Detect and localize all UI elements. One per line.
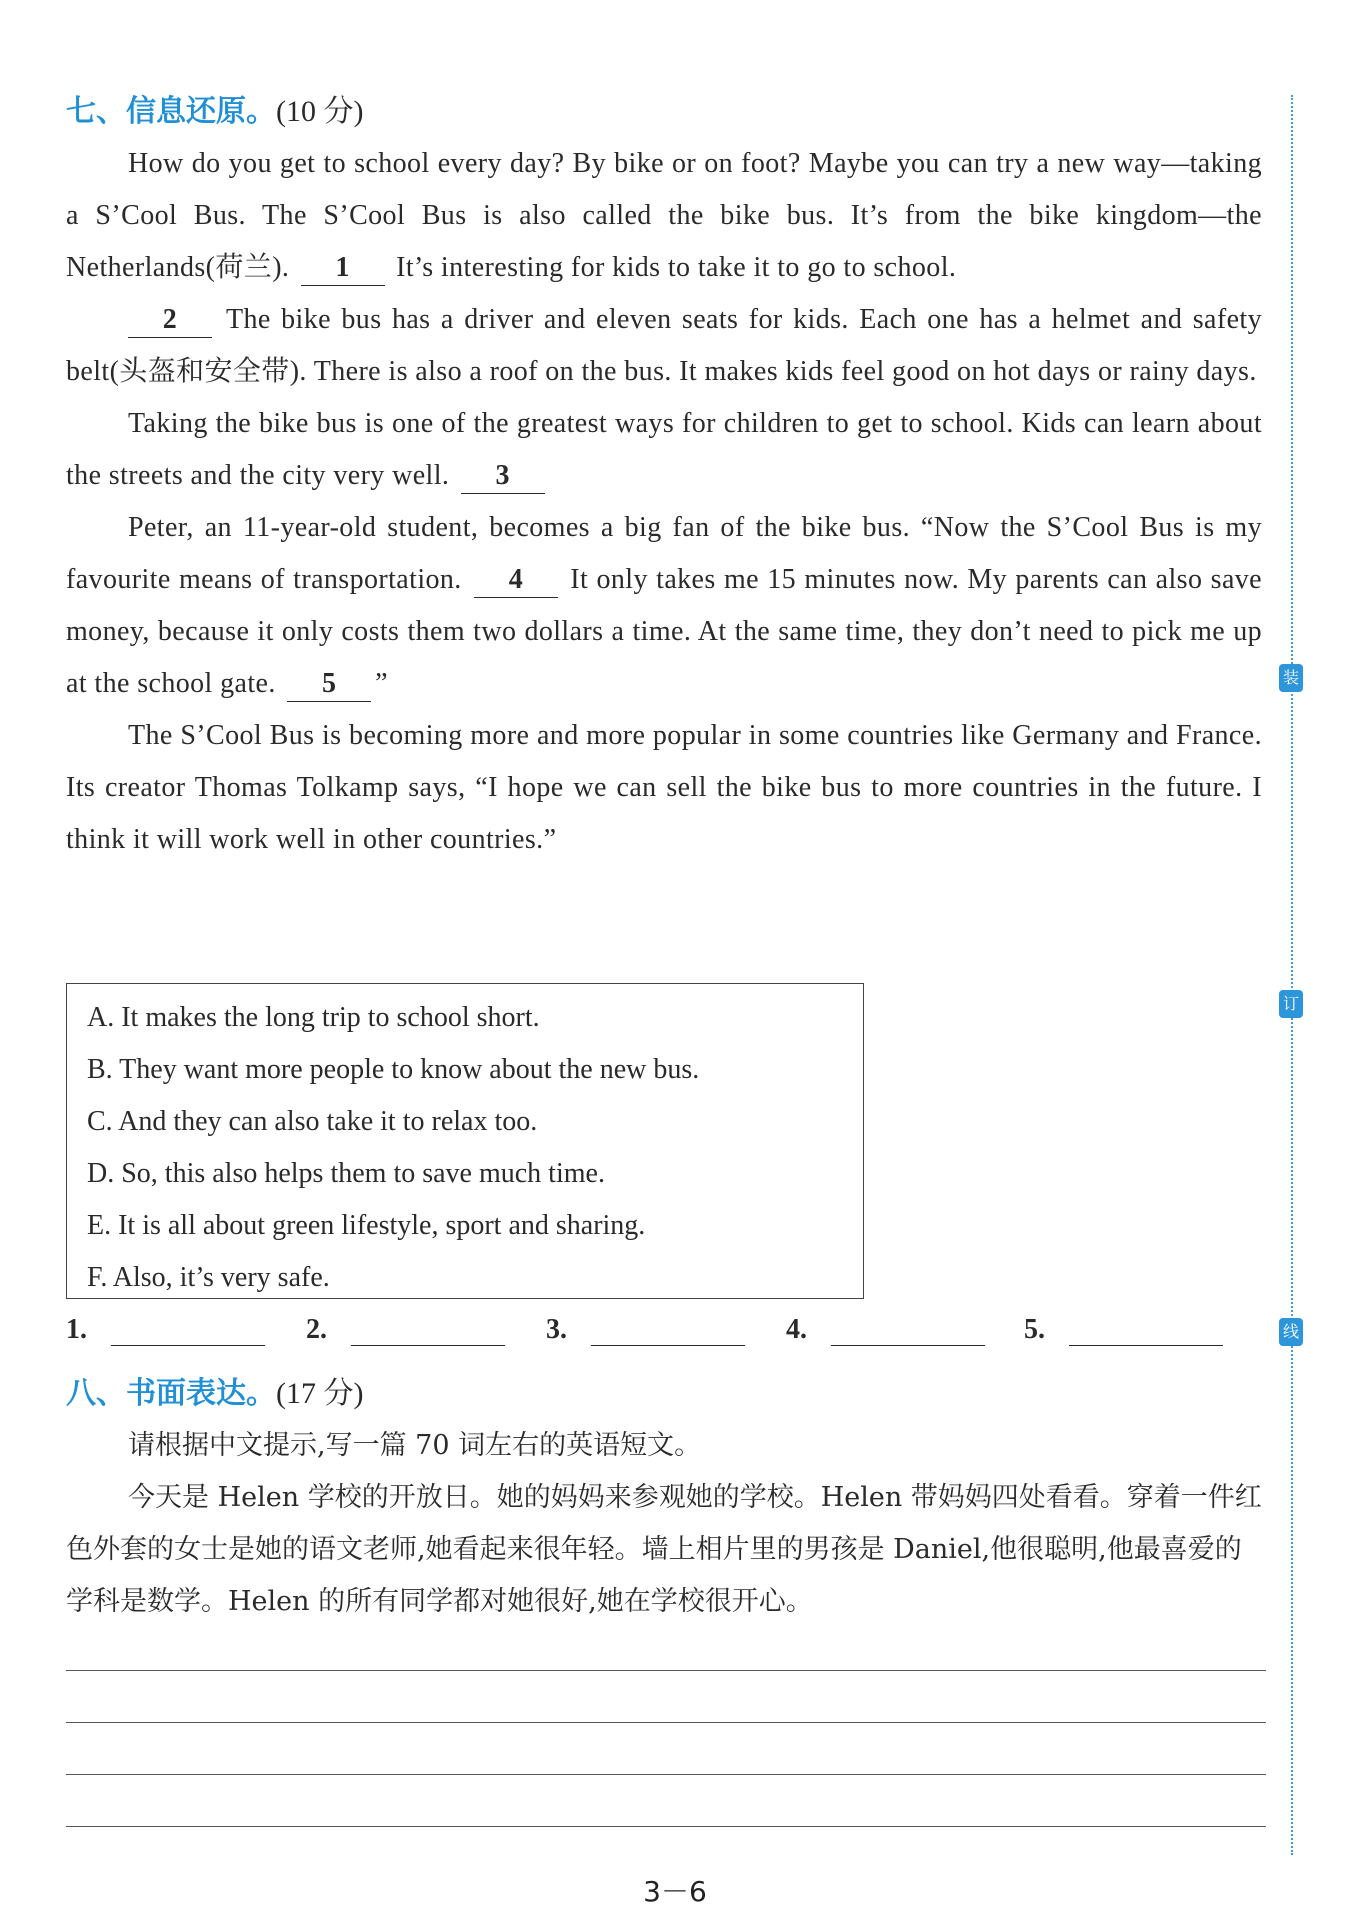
passage-paragraph-3 [66, 398, 1262, 502]
reading-passage [66, 138, 1262, 866]
answer-4-label: 4. [786, 1314, 807, 1345]
section-8-title [66, 1374, 363, 1414]
passage-paragraph-2 [66, 294, 1262, 398]
binding-tag-ding: 订 [1279, 990, 1303, 1018]
answer-4[interactable] [786, 1314, 985, 1346]
blank-5[interactable]: 5 [287, 667, 371, 702]
passage-paragraph-4 [66, 502, 1262, 710]
answer-2-line[interactable] [351, 1315, 505, 1346]
writing-instruction: 请根据中文提示,写一篇 70 词左右的英语短文。 [128, 1430, 702, 1461]
p4-text-b: It only takes me 15 minutes now. My parents can also save money, because it only costs them two dollars a time. At the same time, they don’t need to pick me up at the school gate. [66, 564, 1262, 699]
answer-3-line[interactable] [591, 1315, 745, 1346]
section-8-label: 八、书面表达。 [66, 1376, 276, 1411]
answer-1[interactable] [66, 1314, 265, 1346]
section-7-title [66, 92, 363, 132]
p3-text: Taking the bike bus is one of the greatest ways for children to get to school. Kids can learn about the streets and the city very well. [66, 408, 1262, 491]
passage-paragraph-5 [66, 710, 1262, 866]
section-7-score: (10 分) [276, 95, 364, 128]
answer-2-label: 2. [306, 1314, 327, 1345]
writing-line-3[interactable] [66, 1774, 1266, 1775]
answer-row [66, 1314, 1266, 1360]
answer-5-line[interactable] [1069, 1315, 1223, 1346]
answer-4-line[interactable] [831, 1315, 985, 1346]
answer-3-label: 3. [546, 1314, 567, 1345]
option-b: B. They want more people to know about the new bus. [87, 1054, 700, 1085]
answer-5-label: 5. [1024, 1314, 1045, 1345]
page-number: 3－6 [643, 1875, 707, 1908]
options-box [66, 983, 864, 1299]
blank-4[interactable]: 4 [474, 563, 558, 598]
answer-3[interactable] [546, 1314, 745, 1346]
blank-2[interactable]: 2 [128, 303, 212, 338]
p2-text: The bike bus has a driver and eleven seats for kids. Each one has a helmet and safety belt(头盔和安全带). There is also a roof on the bus. It makes kids feel good on hot days or rainy days. [66, 304, 1262, 387]
p5-text: The S’Cool Bus is becoming more and more popular in some countries like Germany and France. Its creator Thomas Tolkamp says, “I hope we can sell the bike bus to more countries in the future. I think it will work well in other countries.” [66, 720, 1262, 855]
p1-text-a: How do you get to school every day? By bike or on foot? Maybe you can try a new way—taking a S’Cool Bus. The S’Cool Bus is also called the bike bus. It’s from the bike kingdom—the Netherlands(荷兰). [66, 148, 1262, 283]
blank-1[interactable]: 1 [301, 251, 385, 286]
writing-line-1[interactable] [66, 1670, 1266, 1671]
p4-close-quote: ” [375, 668, 388, 699]
section-7-label: 七、信息还原。 [66, 94, 276, 129]
answer-5[interactable] [1024, 1314, 1223, 1346]
option-a: A. It makes the long trip to school short. [87, 1002, 540, 1033]
option-f: F. Also, it’s very safe. [87, 1262, 330, 1293]
section-8-score: (17 分) [276, 1377, 364, 1410]
blank-3[interactable]: 3 [461, 459, 545, 494]
binding-dotted-line [1291, 95, 1293, 1855]
p4-text-a: Peter, an 11-year-old student, becomes a big fan of the bike bus. “Now the S’Cool Bus is my favourite means of transportation. [66, 512, 1262, 595]
answer-1-label: 1. [66, 1314, 87, 1345]
option-d: D. So, this also helps them to save much time. [87, 1158, 605, 1189]
writing-line-2[interactable] [66, 1722, 1266, 1723]
binding-tag-xian: 线 [1279, 1318, 1303, 1346]
writing-line-4[interactable] [66, 1826, 1266, 1827]
option-c: C. And they can also take it to relax too. [87, 1106, 538, 1137]
answer-1-line[interactable] [111, 1315, 265, 1346]
p1-text-b: It’s interesting for kids to take it to go to school. [396, 252, 957, 283]
passage-paragraph-1 [66, 138, 1262, 294]
option-e: E. It is all about green lifestyle, sport and sharing. [87, 1210, 646, 1241]
answer-2[interactable] [306, 1314, 505, 1346]
binding-tag-zhuang: 装 [1279, 664, 1303, 692]
writing-prompt [66, 1420, 1262, 1628]
writing-prompt-text: 今天是 Helen 学校的开放日。她的妈妈来参观她的学校。Helen 带妈妈四处看看。穿着一件红色外套的女士是她的语文老师,她看起来很年轻。墙上相片里的男孩是 Daniel,他很聪明,他最喜爱的学科是数学。Helen 的所有同学都对她很好,她在学校很开心。 [66, 1482, 1262, 1617]
